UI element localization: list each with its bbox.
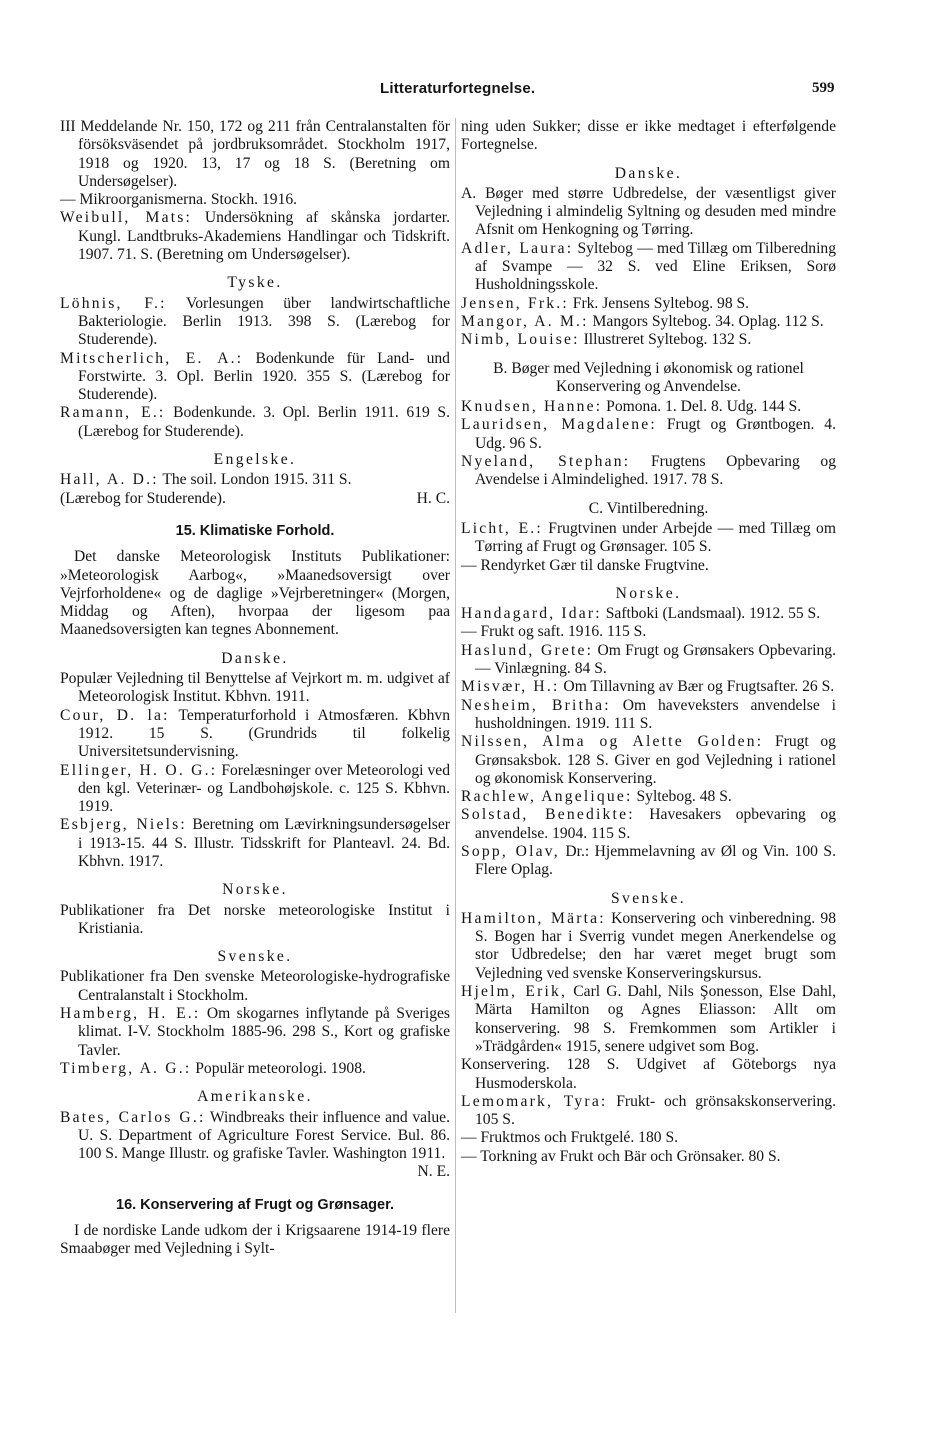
bib-entry: Sopp, Olav, Dr.: Hjemmelavning av Øl og Vin. 100 S. Flere Oplag.	[461, 842, 836, 879]
author-name: Adler, Laura:	[461, 239, 574, 257]
bib-entry: Knudsen, Hanne: Pomona. 1. Del. 8. Udg. 144 S.	[461, 398, 802, 416]
bib-entry: Nyeland, Stephan: Frugtens Opbevaring og Avendelse i Almindelighed. 1917. 78 S.	[461, 453, 836, 489]
bib-entry: Misvær, H.: Om Tillavning av Bær og Frugtsafter. 26 S.	[461, 678, 835, 696]
bib-entry: Hall, A. D.: The soil. London 1915. 311 S.	[60, 471, 352, 489]
author-name: Cour, D. la:	[60, 706, 170, 724]
author-name: Knudsen, Hanne:	[461, 398, 603, 416]
author-name: Nyeland, Stephan:	[461, 453, 631, 471]
author-name: Löhnis, F.:	[60, 294, 167, 312]
category-note-b: B. Bøger med Vejledning i økonomisk og rationel Konservering og Anvendelse.	[493, 359, 804, 395]
bib-entry: Hamilton, Märta: Konservering och vinberedning. 98 S. Bogen har i Sverrig vundet megen Anerkendelse og stor Udbredelse; den har været meget brugt som Vejledning ved svenske Konserveringskursus.	[461, 909, 836, 982]
bib-entry: Cour, D. la: Temperaturforhold i Atmosfæren. Kbhvn 1912. 15 S. (Grundrids til folkelig Universitetsundervisning.	[60, 706, 450, 761]
bib-entry: III Meddelande Nr. 150, 172 og 211 från Centralanstalten för försöksväsendet på jordbruksområdet. Stockholm 1917, 1918 og 1920. 13, 17 og 18 S. (Beretning om Undersøgelser).	[60, 118, 450, 190]
bib-entry: Licht, E.: Frugtvinen under Arbejde — med Tillæg om Tørring af Frugt og Grønsager. 105 S.	[461, 519, 836, 556]
author-signature: H. C.	[416, 489, 450, 507]
author-name: Jensen, Frk.:	[461, 294, 569, 312]
author-name: Hamilton, Märta:	[461, 909, 606, 927]
bib-entry: Nimb, Louise: Illustreret Syltebog. 132 S.	[461, 331, 752, 349]
bib-entry: Weibull, Mats: Undersökning af skånska jordarter. Kungl. Landtbruks-Akademiens Handlingar och Tidskrift. 1907. 71. S. (Beretning om Undersøgelser).	[60, 209, 450, 264]
bib-entry: Solstad, Benedikte: Havesakers opbevaring og anvendelse. 1904. 115 S.	[461, 806, 836, 842]
bib-entry: — Fruktmos och Fruktgelé. 180 S.	[461, 1129, 679, 1147]
subheading-tyske: Tyske.	[227, 274, 283, 292]
author-name: Timberg, A. G.:	[60, 1059, 192, 1077]
author-name: Handagard, Idar:	[461, 605, 602, 623]
author-name: Hjelm, Erik,	[461, 983, 568, 1001]
section-intro-continued: ning uden Sukker; disse er ikke medtaget i efterfølgende Fortegnelse.	[461, 118, 836, 154]
bib-entry: — Rendyrket Gær til danske Frugtvine.	[461, 556, 709, 574]
subheading-engelske: Engelske.	[213, 451, 297, 469]
author-name: Hall, A. D.:	[60, 471, 159, 489]
author-name: Sopp, Olav,	[461, 842, 560, 860]
bib-entry: — Frukt og saft. 1916. 115 S.	[461, 623, 647, 641]
author-name: Mangor, A. M.:	[461, 312, 589, 330]
section-intro: Det danske Meteorologisk Instituts Publikationer: »Meteorologisk Aarbog«, »Maanedsoversigt over Vejrforholdene« og de daglige »Vejrberetninger« (Morgen, Middag og Aften), hvorpaa der ligesom paa Maanedsoversigten kan tegnes Abonnement.	[60, 548, 450, 639]
author-name: Hamberg, H. E.:	[60, 1005, 201, 1023]
subheading-vintilberedning: C. Vintilberedning.	[588, 499, 709, 517]
author-name: Licht, E.:	[461, 519, 543, 537]
author-name: Nimb, Louise:	[461, 331, 580, 349]
entry-continuation: (Lærebog for Studerende). H. C.	[60, 489, 450, 507]
bib-entry: Hjelm, Erik, Carl G. Dahl, Nils Şonesson, Else Dahl, Märta Hamilton og Agnes Eliasson: Allt om konservering. 98 S. Fremkommen som Artikler i »Trädgården« 1915, senere udgivet som Bog.	[461, 983, 836, 1055]
author-name: Solstad, Benedikte:	[461, 806, 635, 824]
bib-entry: Handagard, Idar: Saftboki (Landsmaal). 1912. 55 S.	[461, 605, 821, 623]
page-header	[0, 80, 928, 104]
author-signature: N. E.	[417, 1163, 450, 1181]
bib-entry: Esbjerg, Niels: Beretning om Lævirkningsundersøgelser i 1913-15. 44 S. Illustr. Tidsskrift for Planteavl. 24. Bd. Kbhvn. 1917.	[60, 816, 450, 870]
page-number: 599	[812, 80, 835, 96]
bib-entry: Konservering. 128 S. Udgivet af Göteborgs nya Husmoderskola.	[461, 1056, 836, 1092]
bib-entry: Nilssen, Alma og Alette Golden: Frugt og Grønsaksbok. 128 S. Giver en god Vejledning i rationel og økonomisk Konservering.	[461, 733, 836, 787]
bib-entry: Nesheim, Britha: Om haveveksters anvendelse i husholdningen. 1919. 111 S.	[461, 696, 836, 732]
bib-entry: — Torkning av Frukt och Bär och Grönsaker. 80 S.	[461, 1147, 781, 1165]
bib-entry: Mangor, A. M.: Mangors Syltebog. 34. Oplag. 112 S.	[461, 312, 824, 330]
author-name: Esbjerg, Niels:	[60, 816, 187, 834]
section-intro: I de nordiske Lande udkom der i Krigsaarene 1914-19 flere Smaabøger med Vejledning i Sylt-	[60, 1222, 450, 1258]
bib-entry: Adler, Laura: Syltebog — med Tillæg om Tilberedning af Svampe — 32 S. ved Eline Eriksen, Sorø Husholdningsskole.	[461, 239, 837, 294]
author-name: Lauridsen, Magdalene:	[461, 416, 657, 434]
category-note: A. Bøger med større Udbredelse, der væsentligst giver Vejledning i almindelig Syltning og desuden med mindre Afsnit om Henkogning og Tørring.	[461, 184, 836, 239]
bib-entry: Hamberg, H. E.: Om skogarnes inflytande på Sveriges klimat. I-V. Stockholm 1885-96. 298 S., Kort og grafiske Tavler.	[60, 1005, 450, 1059]
left-column	[60, 118, 450, 1259]
section-15-title: 15. Klimatiske Forhold.	[175, 522, 335, 539]
running-title: Litteraturfortegnelse.	[380, 80, 536, 97]
subheading-norske: Norske.	[615, 584, 682, 602]
author-name: Ramann, E.:	[60, 404, 166, 422]
subheading-danske: Danske.	[221, 649, 289, 667]
author-name: Lemomark, Tyra:	[461, 1092, 608, 1110]
subheading-danske: Danske.	[614, 164, 683, 182]
author-name: Mitscherlich, E. A.:	[60, 349, 244, 367]
subheading-amerikanske: Amerikanske.	[197, 1088, 313, 1106]
bib-entry: Haslund, Grete: Om Frugt og Grønsakers Opbevaring. — Vinlægning. 84 S.	[461, 641, 836, 678]
bib-entry: Löhnis, F.: Vorlesungen über landwirtschaftliche Bakteriologie. Berlin 1913. 398 S. (Lærebog for Studerende).	[60, 294, 451, 349]
author-name: Nesheim, Britha:	[461, 696, 611, 714]
bib-entry: Populær Vejledning til Benyttelse af Vejrkort m. m. udgivet af Meteorologisk Institut. Kbhvn. 1911.	[60, 670, 450, 706]
bib-entry: Mitscherlich, E. A.: Bodenkunde für Land- und Forstwirte. 3. Opl. Berlin 1920. 355 S. (Lærebog for Studerende).	[60, 349, 450, 404]
column-divider	[455, 118, 456, 1313]
author-name: Haslund, Grete:	[461, 641, 594, 659]
bib-entry: Ramann, E.: Bodenkunde. 3. Opl. Berlin 1911. 619 S. (Lærebog for Studerende).	[60, 404, 450, 440]
bib-entry: Ellinger, H. O. G.: Forelæsninger over Meteorologi ved den kgl. Veterinær- og Landbohøjskole. c. 125 S. Kbhvn. 1919.	[60, 761, 451, 816]
bib-entry: — Mikroorganismerna. Stockh. 1916.	[60, 191, 298, 209]
bib-entry: Publikationer fra Det norske meteorologiske Institut i Kristiania.	[60, 901, 450, 937]
section-16-title: 16. Konservering af Frugt og Grønsager.	[116, 1196, 394, 1213]
subheading-svenske: Svenske.	[610, 889, 687, 907]
bib-entry: Lauridsen, Magdalene: Frugt og Grøntbogen. 4. Udg. 96 S.	[461, 416, 836, 452]
author-name: Ellinger, H. O. G.:	[60, 761, 218, 779]
author-name: Misvær, H.:	[461, 678, 560, 696]
author-name: Nilssen, Alma og Alette Golden:	[461, 733, 764, 751]
bib-entry: Publikationer fra Den svenske Meteorologiske-hydrografiske Centralanstalt i Stockholm.	[60, 968, 450, 1004]
bib-entry: Bates, Carlos G.: Windbreaks their influence and value. U. S. Department of Agriculture Forest Service. Bul. 86. 100 S. Mange Illustr. og grafiske Tavler. Washington 1911.	[60, 1108, 450, 1163]
subheading-svenske: Svenske.	[217, 948, 293, 966]
bib-entry: Timberg, A. G.: Populär meteorologi. 1908.	[60, 1059, 366, 1077]
bib-entry: Lemomark, Tyra: Frukt- och grönsakskonservering. 105 S.	[461, 1092, 836, 1129]
author-name: Weibull, Mats:	[60, 209, 193, 227]
author-name: Rachlew, Angelique:	[461, 788, 633, 806]
subheading-norske: Norske.	[222, 881, 288, 899]
bib-entry: Jensen, Frk.: Frk. Jensens Syltebog. 98 S.	[461, 294, 750, 312]
author-name: Bates, Carlos G.:	[60, 1108, 206, 1126]
bib-entry: Rachlew, Angelique: Syltebog. 48 S.	[461, 788, 732, 806]
right-column	[461, 118, 836, 1166]
